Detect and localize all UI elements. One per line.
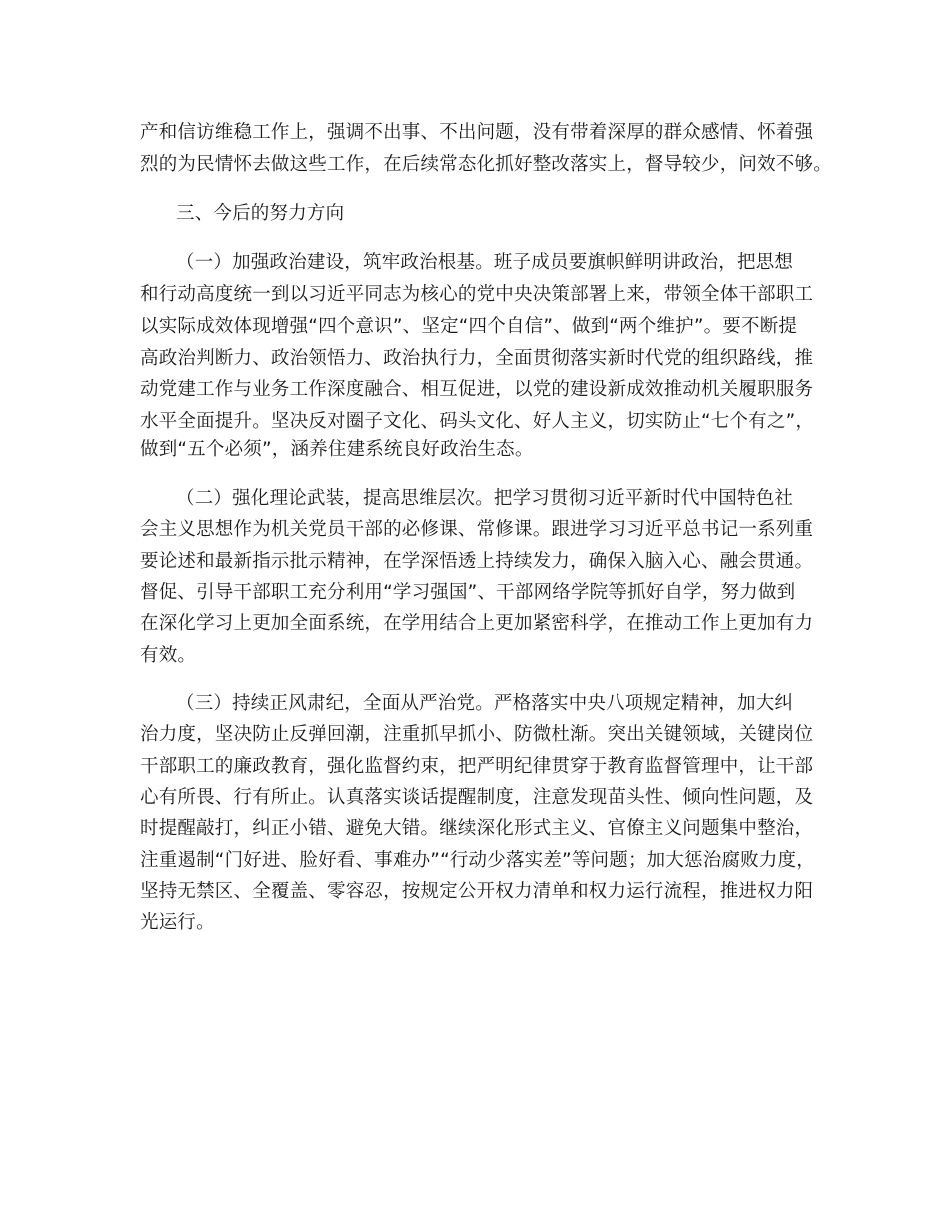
text-line: 在深化学习上更加全面系统，在学用结合上更加紧密科学，在推动工作上更加有力 — [140, 613, 814, 634]
text-line: 烈的为民情怀去做这些工作，在后续常态化抓好整改落实上，督导较少，问效不够。 — [140, 154, 832, 175]
text-line: 治力度，坚决防止反弹回潮，注重抓早抓小、防微杜渐。突出关键领域，关键岗位 — [140, 724, 814, 745]
text-line: 以实际成效体现增强“四个意识”、坚定“四个自信”、做到“两个维护”。要不断提 — [140, 316, 798, 337]
text-line: 会主义思想作为机关党员干部的必修课、常修课。跟进学习习近平总书记一系列重 — [140, 519, 814, 540]
text-line: 坚持无禁区、全覆盖、零容忍，按规定公开权力清单和权力运行流程，推进权力阳 — [140, 881, 814, 902]
text-line: 动党建工作与业务工作深度融合、相互促进，以党的建设新成效推动机关履职服务 — [140, 379, 814, 400]
text-line: 产和信访维稳工作上，强调不出事、不出问题，没有带着深厚的群众感情、怀着强 — [140, 122, 814, 143]
text-line: 有效。 — [140, 645, 197, 666]
text-line: 干部职工的廉政教育，强化监督约束，把严明纪律贯穿于教育监督管理中，让干部 — [140, 756, 814, 777]
text-line: 要论述和最新指示批示精神，在学深悟透上持续发力，确保入脑入心、融会贯通。 — [140, 551, 814, 572]
paragraph-first-line: （三）持续正风肃纪，全面从严治党。严格落实中央八项规定精神，加大纠 — [176, 693, 794, 714]
text-line: 时提醒敲打，纠正小错、避免大错。继续深化形式主义、官僚主义问题集中整治， — [140, 818, 814, 839]
section-heading: 三、今后的努力方向 — [176, 203, 345, 224]
text-line: 高政治判断力、政治领悟力、政治执行力，全面贯彻落实新时代党的组织路线，推 — [140, 348, 814, 369]
text-line: 心有所畏、行有所止。认真落实谈话提醒制度，注意发现苗头性、倾向性问题，及 — [140, 787, 814, 808]
text-line: 和行动高度统一到以习近平同志为核心的党中央决策部署上来，带领全体干部职工 — [140, 284, 814, 305]
text-line: 注重遏制“门好进、脸好看、事难办”“行动少落实差”等问题；加大惩治腐败力度， — [140, 850, 815, 871]
text-line: 做到“五个必须”，涵养住建系统良好政治生态。 — [140, 439, 534, 460]
paragraph-first-line: （一）加强政治建设，筑牢政治根基。班子成员要旗帜鲜明讲政治，把思想 — [176, 252, 794, 273]
text-line: 水平全面提升。坚决反对圈子文化、码头文化、好人主义，切实防止“七个有之”， — [140, 411, 815, 432]
text-line: 光运行。 — [140, 912, 215, 933]
paragraph-first-line: （二）强化理论武装，提高思维层次。把学习贯彻习近平新时代中国特色社 — [176, 488, 794, 509]
text-line: 督促、引导干部职工充分利用“学习强国”、干部网络学院等抓好自学，努力做到 — [140, 582, 796, 603]
